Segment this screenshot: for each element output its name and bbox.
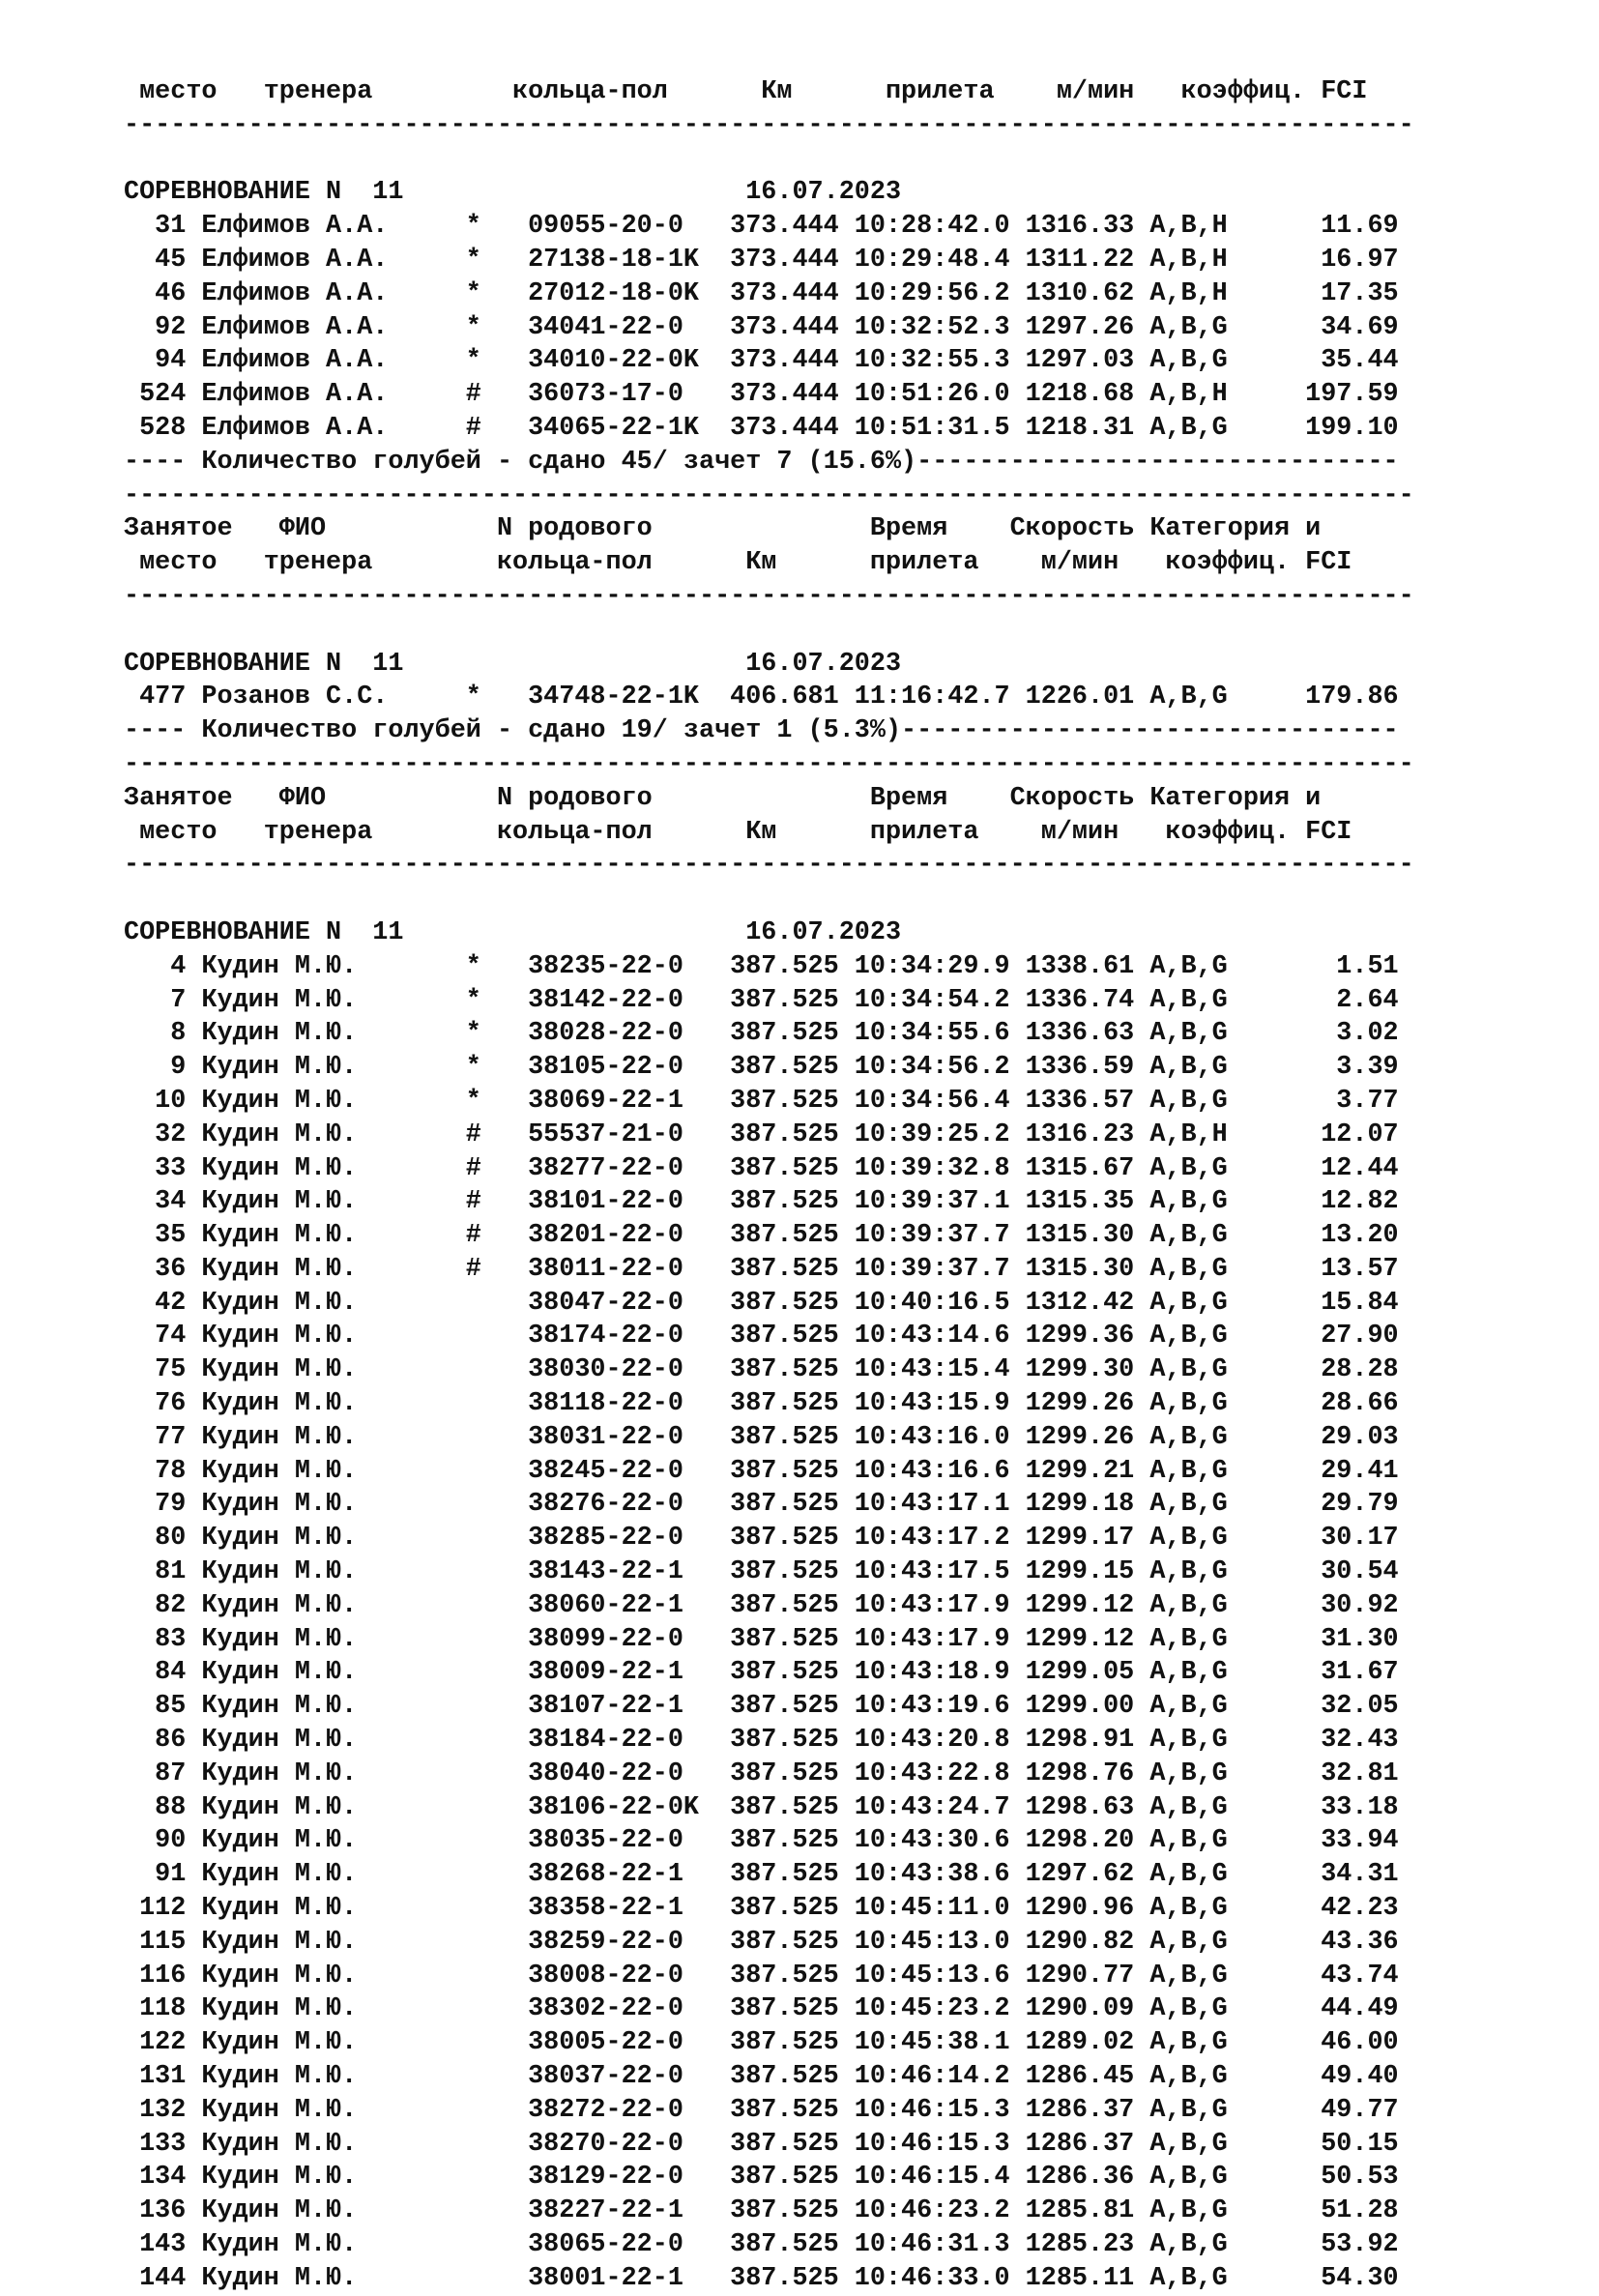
result-row: 131 Кудин М.Ю. 38037-22-0 387.525 10:46:14.2 1286.45 A,B,G 49.40 bbox=[124, 2062, 1399, 2092]
column-labels: место тренера кольца-пол Км прилета м/мин коэффиц. FCI bbox=[124, 77, 1368, 106]
result-row: 115 Кудин М.Ю. 38259-22-0 387.525 10:45:13.0 1290.82 A,B,G 43.36 bbox=[124, 1927, 1399, 1957]
result-row: 87 Кудин М.Ю. 38040-22-0 387.525 10:43:22.8 1298.76 A,B,G 32.81 bbox=[124, 1758, 1399, 1788]
spacer bbox=[124, 883, 1414, 916]
results-table-c bbox=[124, 950, 1414, 2296]
results-table-b bbox=[124, 681, 1414, 714]
separator-line: ----------------------------------------------------------------------------------- bbox=[124, 581, 1414, 611]
result-row: 42 Кудин М.Ю. 38047-22-0 387.525 10:40:16.5 1312.42 A,B,G 15.84 bbox=[124, 1288, 1399, 1318]
result-row: 477 Розанов С.С. * 34748-22-1K 406.681 11:16:42.7 1226.01 A,B,G 179.86 bbox=[124, 683, 1399, 712]
result-row: 83 Кудин М.Ю. 38099-22-0 387.525 10:43:17.9 1299.12 A,B,G 31.30 bbox=[124, 1624, 1399, 1654]
result-row: 34 Кудин М.Ю. # 38101-22-0 387.525 10:39:37.1 1315.35 A,B,G 12.82 bbox=[124, 1187, 1399, 1217]
result-row: 77 Кудин М.Ю. 38031-22-0 387.525 10:43:16.0 1299.26 A,B,G 29.03 bbox=[124, 1422, 1399, 1452]
result-row: 134 Кудин М.Ю. 38129-22-0 387.525 10:46:15.4 1286.36 A,B,G 50.53 bbox=[124, 2163, 1399, 2193]
result-row: 144 Кудин М.Ю. 38001-22-1 387.525 10:46:33.0 1285.11 A,B,G 54.30 bbox=[124, 2263, 1399, 2293]
competition-title: СОРЕВНОВАНИЕ N 11 16.07.2023 bbox=[124, 649, 902, 679]
result-row: 45 Елфимов А.А. * 27138-18-1K 373.444 10:29:48.4 1311.22 A,B,H 16.97 bbox=[124, 245, 1399, 275]
result-row: 132 Кудин М.Ю. 38272-22-0 387.525 10:46:15.3 1286.37 A,B,G 49.77 bbox=[124, 2095, 1399, 2125]
column-header-line2: место тренера кольца-пол Км прилета м/мин коэффиц. FCI bbox=[124, 817, 1352, 847]
result-row: 9 Кудин М.Ю. * 38105-22-0 387.525 10:34:56.2 1336.59 A,B,G 3.39 bbox=[124, 1053, 1399, 1083]
result-row: 75 Кудин М.Ю. 38030-22-0 387.525 10:43:15.4 1299.30 A,B,G 28.28 bbox=[124, 1355, 1399, 1385]
result-row: 4 Кудин М.Ю. * 38235-22-0 387.525 10:34:29.9 1338.61 A,B,G 1.51 bbox=[124, 951, 1399, 981]
result-row: 31 Елфимов А.А. * 09055-20-0 373.444 10:28:42.0 1316.33 A,B,H 11.69 bbox=[124, 212, 1399, 242]
result-row: 88 Кудин М.Ю. 38106-22-0K 387.525 10:43:24.7 1298.63 A,B,G 33.18 bbox=[124, 1792, 1399, 1822]
results-printout bbox=[124, 75, 1414, 2296]
section-summary: ---- Количество голубей - сдано 45/ зачет 7 (15.6%)------------------------------- bbox=[124, 447, 1399, 477]
result-row: 76 Кудин М.Ю. 38118-22-0 387.525 10:43:15.9 1299.26 A,B,G 28.66 bbox=[124, 1389, 1399, 1419]
result-row: 7 Кудин М.Ю. * 38142-22-0 387.525 10:34:54.2 1336.74 A,B,G 2.64 bbox=[124, 985, 1399, 1015]
result-row: 112 Кудин М.Ю. 38358-22-1 387.525 10:45:11.0 1290.96 A,B,G 42.23 bbox=[124, 1894, 1399, 1924]
result-row: 94 Елфимов А.А. * 34010-22-0K 373.444 10:32:55.3 1297.03 A,B,G 35.44 bbox=[124, 346, 1399, 376]
result-row: 143 Кудин М.Ю. 38065-22-0 387.525 10:46:31.3 1285.23 A,B,G 53.92 bbox=[124, 2230, 1399, 2259]
result-row: 528 Елфимов А.А. # 34065-22-1K 373.444 10:51:31.5 1218.31 A,B,G 199.10 bbox=[124, 413, 1399, 443]
result-row: 32 Кудин М.Ю. # 55537-21-0 387.525 10:39:25.2 1316.23 A,B,H 12.07 bbox=[124, 1119, 1399, 1149]
column-header-line2: место тренера кольца-пол Км прилета м/мин коэффиц. FCI bbox=[124, 548, 1352, 578]
competition-title: СОРЕВНОВАНИЕ N 11 16.07.2023 bbox=[124, 917, 902, 947]
result-row: 90 Кудин М.Ю. 38035-22-0 387.525 10:43:30.6 1298.20 A,B,G 33.94 bbox=[124, 1826, 1399, 1856]
section-summary: ---- Количество голубей - сдано 19/ зачет 1 (5.3%)-------------------------------- bbox=[124, 716, 1399, 746]
separator-line: ----------------------------------------------------------------------------------- bbox=[124, 480, 1414, 510]
result-row: 78 Кудин М.Ю. 38245-22-0 387.525 10:43:16.6 1299.21 A,B,G 29.41 bbox=[124, 1456, 1399, 1486]
result-row: 136 Кудин М.Ю. 38227-22-1 387.525 10:46:23.2 1285.81 A,B,G 51.28 bbox=[124, 2196, 1399, 2226]
results-table-a bbox=[124, 210, 1414, 446]
result-row: 133 Кудин М.Ю. 38270-22-0 387.525 10:46:15.3 1286.37 A,B,G 50.15 bbox=[124, 2129, 1399, 2159]
result-row: 91 Кудин М.Ю. 38268-22-1 387.525 10:43:38.6 1297.62 A,B,G 34.31 bbox=[124, 1860, 1399, 1890]
separator-line: ----------------------------------------------------------------------------------- bbox=[124, 749, 1414, 779]
result-row: 122 Кудин М.Ю. 38005-22-0 387.525 10:45:38.1 1289.02 A,B,G 46.00 bbox=[124, 2028, 1399, 2058]
result-row: 46 Елфимов А.А. * 27012-18-0K 373.444 10:29:56.2 1310.62 A,B,H 17.35 bbox=[124, 278, 1399, 308]
separator-line: ----------------------------------------------------------------------------------- bbox=[124, 110, 1414, 140]
spacer bbox=[124, 143, 1414, 177]
column-header-line1: Занятое ФИО N родового Время Скорость Категория и bbox=[124, 514, 1322, 544]
result-row: 116 Кудин М.Ю. 38008-22-0 387.525 10:45:13.6 1290.77 A,B,G 43.74 bbox=[124, 1961, 1399, 1991]
result-row: 118 Кудин М.Ю. 38302-22-0 387.525 10:45:23.2 1290.09 A,B,G 44.49 bbox=[124, 1994, 1399, 2024]
separator-line: ----------------------------------------------------------------------------------- bbox=[124, 851, 1414, 881]
result-row: 82 Кудин М.Ю. 38060-22-1 387.525 10:43:17.9 1299.12 A,B,G 30.92 bbox=[124, 1590, 1399, 1620]
result-row: 81 Кудин М.Ю. 38143-22-1 387.525 10:43:17.5 1299.15 A,B,G 30.54 bbox=[124, 1557, 1399, 1587]
result-row: 524 Елфимов А.А. # 36073-17-0 373.444 10:51:26.0 1218.68 A,B,H 197.59 bbox=[124, 380, 1399, 410]
result-row: 74 Кудин М.Ю. 38174-22-0 387.525 10:43:14.6 1299.36 A,B,G 27.90 bbox=[124, 1322, 1399, 1351]
result-row: 10 Кудин М.Ю. * 38069-22-1 387.525 10:34:56.4 1336.57 A,B,G 3.77 bbox=[124, 1086, 1399, 1116]
competition-title: СОРЕВНОВАНИЕ N 11 16.07.2023 bbox=[124, 178, 902, 208]
result-row: 85 Кудин М.Ю. 38107-22-1 387.525 10:43:19.6 1299.00 A,B,G 32.05 bbox=[124, 1692, 1399, 1722]
result-row: 84 Кудин М.Ю. 38009-22-1 387.525 10:43:18.9 1299.05 A,B,G 31.67 bbox=[124, 1658, 1399, 1688]
result-row: 86 Кудин М.Ю. 38184-22-0 387.525 10:43:20.8 1298.91 A,B,G 32.43 bbox=[124, 1726, 1399, 1756]
result-row: 92 Елфимов А.А. * 34041-22-0 373.444 10:32:52.3 1297.26 A,B,G 34.69 bbox=[124, 312, 1399, 342]
result-row: 79 Кудин М.Ю. 38276-22-0 387.525 10:43:17.1 1299.18 A,B,G 29.79 bbox=[124, 1490, 1399, 1520]
result-row: 36 Кудин М.Ю. # 38011-22-0 387.525 10:39:37.7 1315.30 A,B,G 13.57 bbox=[124, 1254, 1399, 1284]
result-row: 35 Кудин М.Ю. # 38201-22-0 387.525 10:39:37.7 1315.30 A,B,G 13.20 bbox=[124, 1221, 1399, 1251]
result-row: 33 Кудин М.Ю. # 38277-22-0 387.525 10:39:32.8 1315.67 A,B,G 12.44 bbox=[124, 1153, 1399, 1183]
result-row: 80 Кудин М.Ю. 38285-22-0 387.525 10:43:17.2 1299.17 A,B,G 30.17 bbox=[124, 1524, 1399, 1554]
spacer bbox=[124, 614, 1414, 648]
column-header-line1: Занятое ФИО N родового Время Скорость Категория и bbox=[124, 783, 1322, 813]
result-row: 8 Кудин М.Ю. * 38028-22-0 387.525 10:34:55.6 1336.63 A,B,G 3.02 bbox=[124, 1019, 1399, 1049]
